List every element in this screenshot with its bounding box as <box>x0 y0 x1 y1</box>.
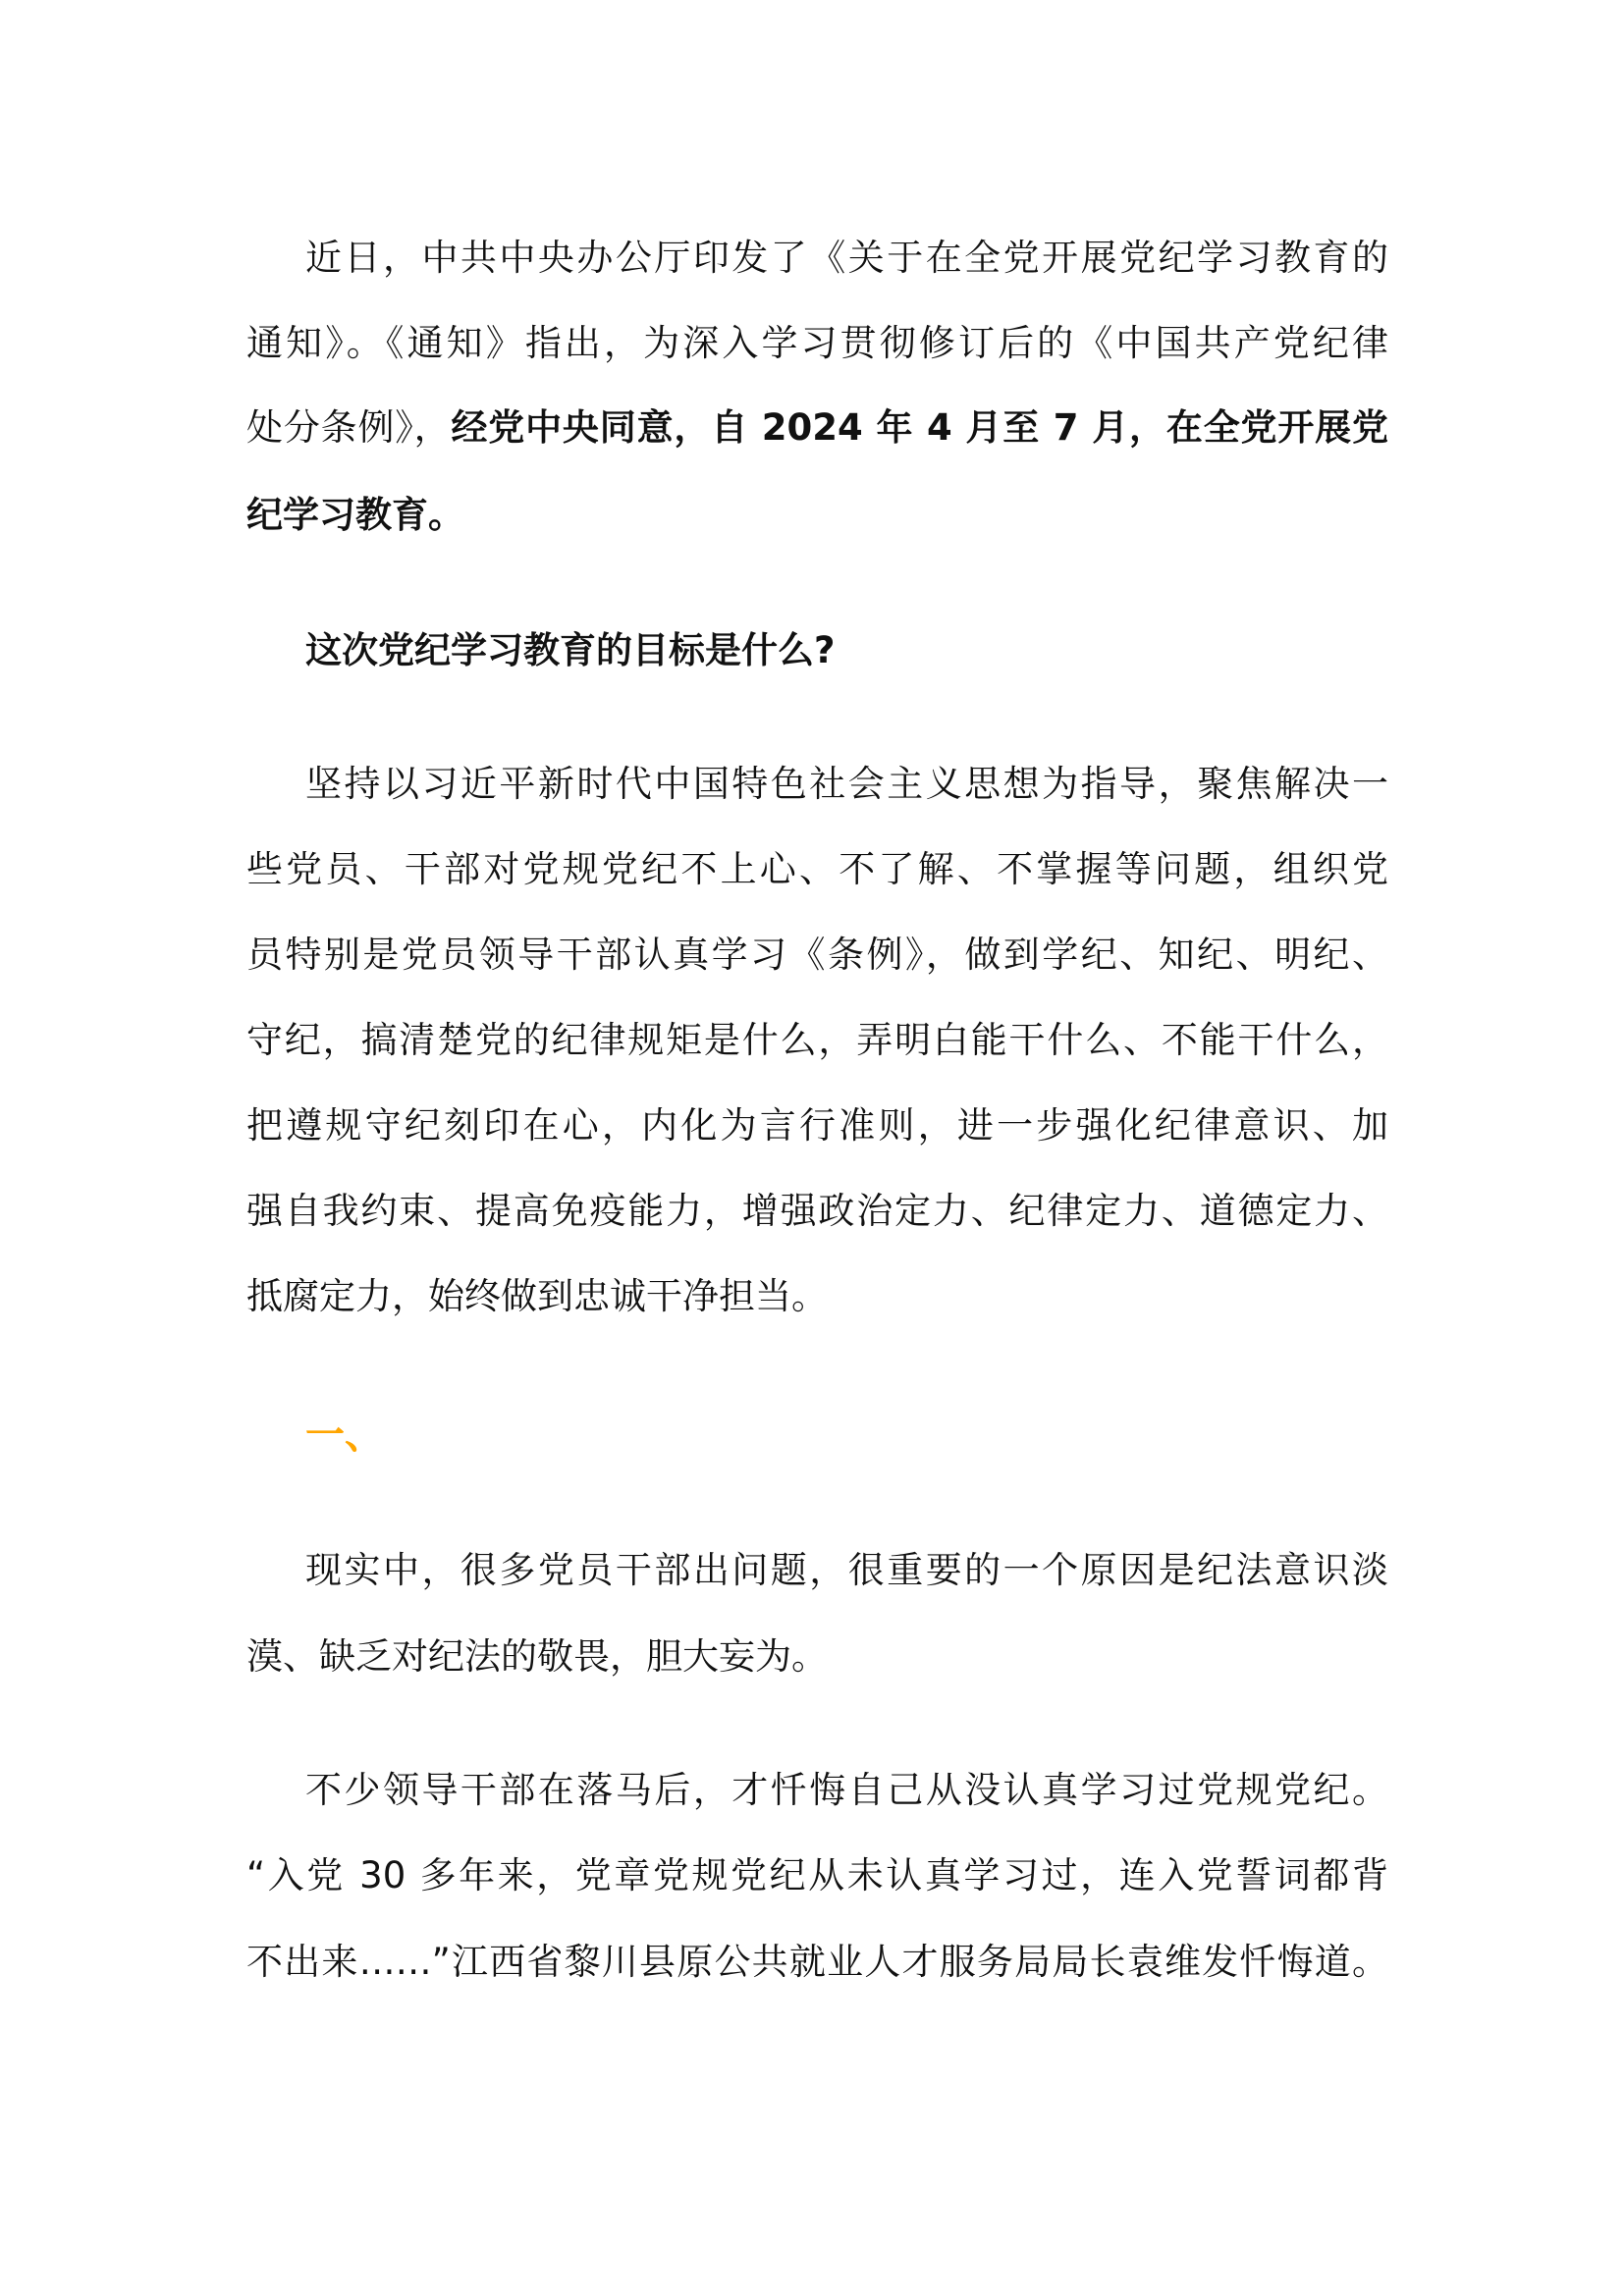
section-number: 一、 <box>305 1413 384 1458</box>
para2-line: 坚持以习近平新时代中国特色社会主义思想为指导，聚焦解决一 <box>305 763 1388 805</box>
para3-line: 漠、缺乏对纪法的敬畏，胆大妄为。 <box>246 1635 828 1678</box>
para3-line: 现实中，很多党员干部出问题，很重要的一个原因是纪法意识淡 <box>305 1549 1388 1591</box>
para2-line: 员特别是党员领导干部认真学习《条例》，做到学纪、知纪、明纪、 <box>246 934 1388 976</box>
para4-line: 不少领导干部在落马后，才忏悔自己从没认真学习过党规党纪。 <box>305 1769 1388 1811</box>
para1-line: 近日，中共中央办公厅印发了《关于在全党开展党纪学习教育的 <box>305 237 1388 279</box>
para4-line: 不出来……”江西省黎川县原公共就业人才服务局局长袁维发忏悔道。 <box>246 1941 1388 1983</box>
para1-line <box>246 402 1388 454</box>
para2-line: 守纪，搞清楚党的纪律规矩是什么，弄明白能干什么、不能干什么， <box>246 1019 1388 1061</box>
para2-line: 抵腐定力，始终做到忠诚干净担当。 <box>246 1275 828 1317</box>
para4-line: “入党 30 多年来，党章党规党纪从未认真学习过，连入党誓词都背 <box>246 1854 1388 1896</box>
para2-line: 些党员、干部对党规党纪不上心、不了解、不掌握等问题，组织党 <box>246 848 1388 890</box>
question-heading: 这次党纪学习教育的目标是什么? <box>305 629 836 671</box>
para1-text: 处分条例》， <box>246 406 452 449</box>
para1-line: 纪学习教育。 <box>246 494 464 536</box>
para2-line: 强自我约束、提高免疫能力，增强政治定力、纪律定力、道德定力、 <box>246 1190 1388 1232</box>
para1-line: 通知》。《通知》指出，为深入学习贯彻修订后的《中国共产党纪律 <box>246 322 1388 364</box>
para1-bold-text: 经党中央同意，自 2024 年 4 月至 7 月，在全党开展党 <box>451 406 1388 449</box>
para2-line: 把遵规守纪刻印在心，内化为言行准则，进一步强化纪律意识、加 <box>246 1104 1388 1147</box>
